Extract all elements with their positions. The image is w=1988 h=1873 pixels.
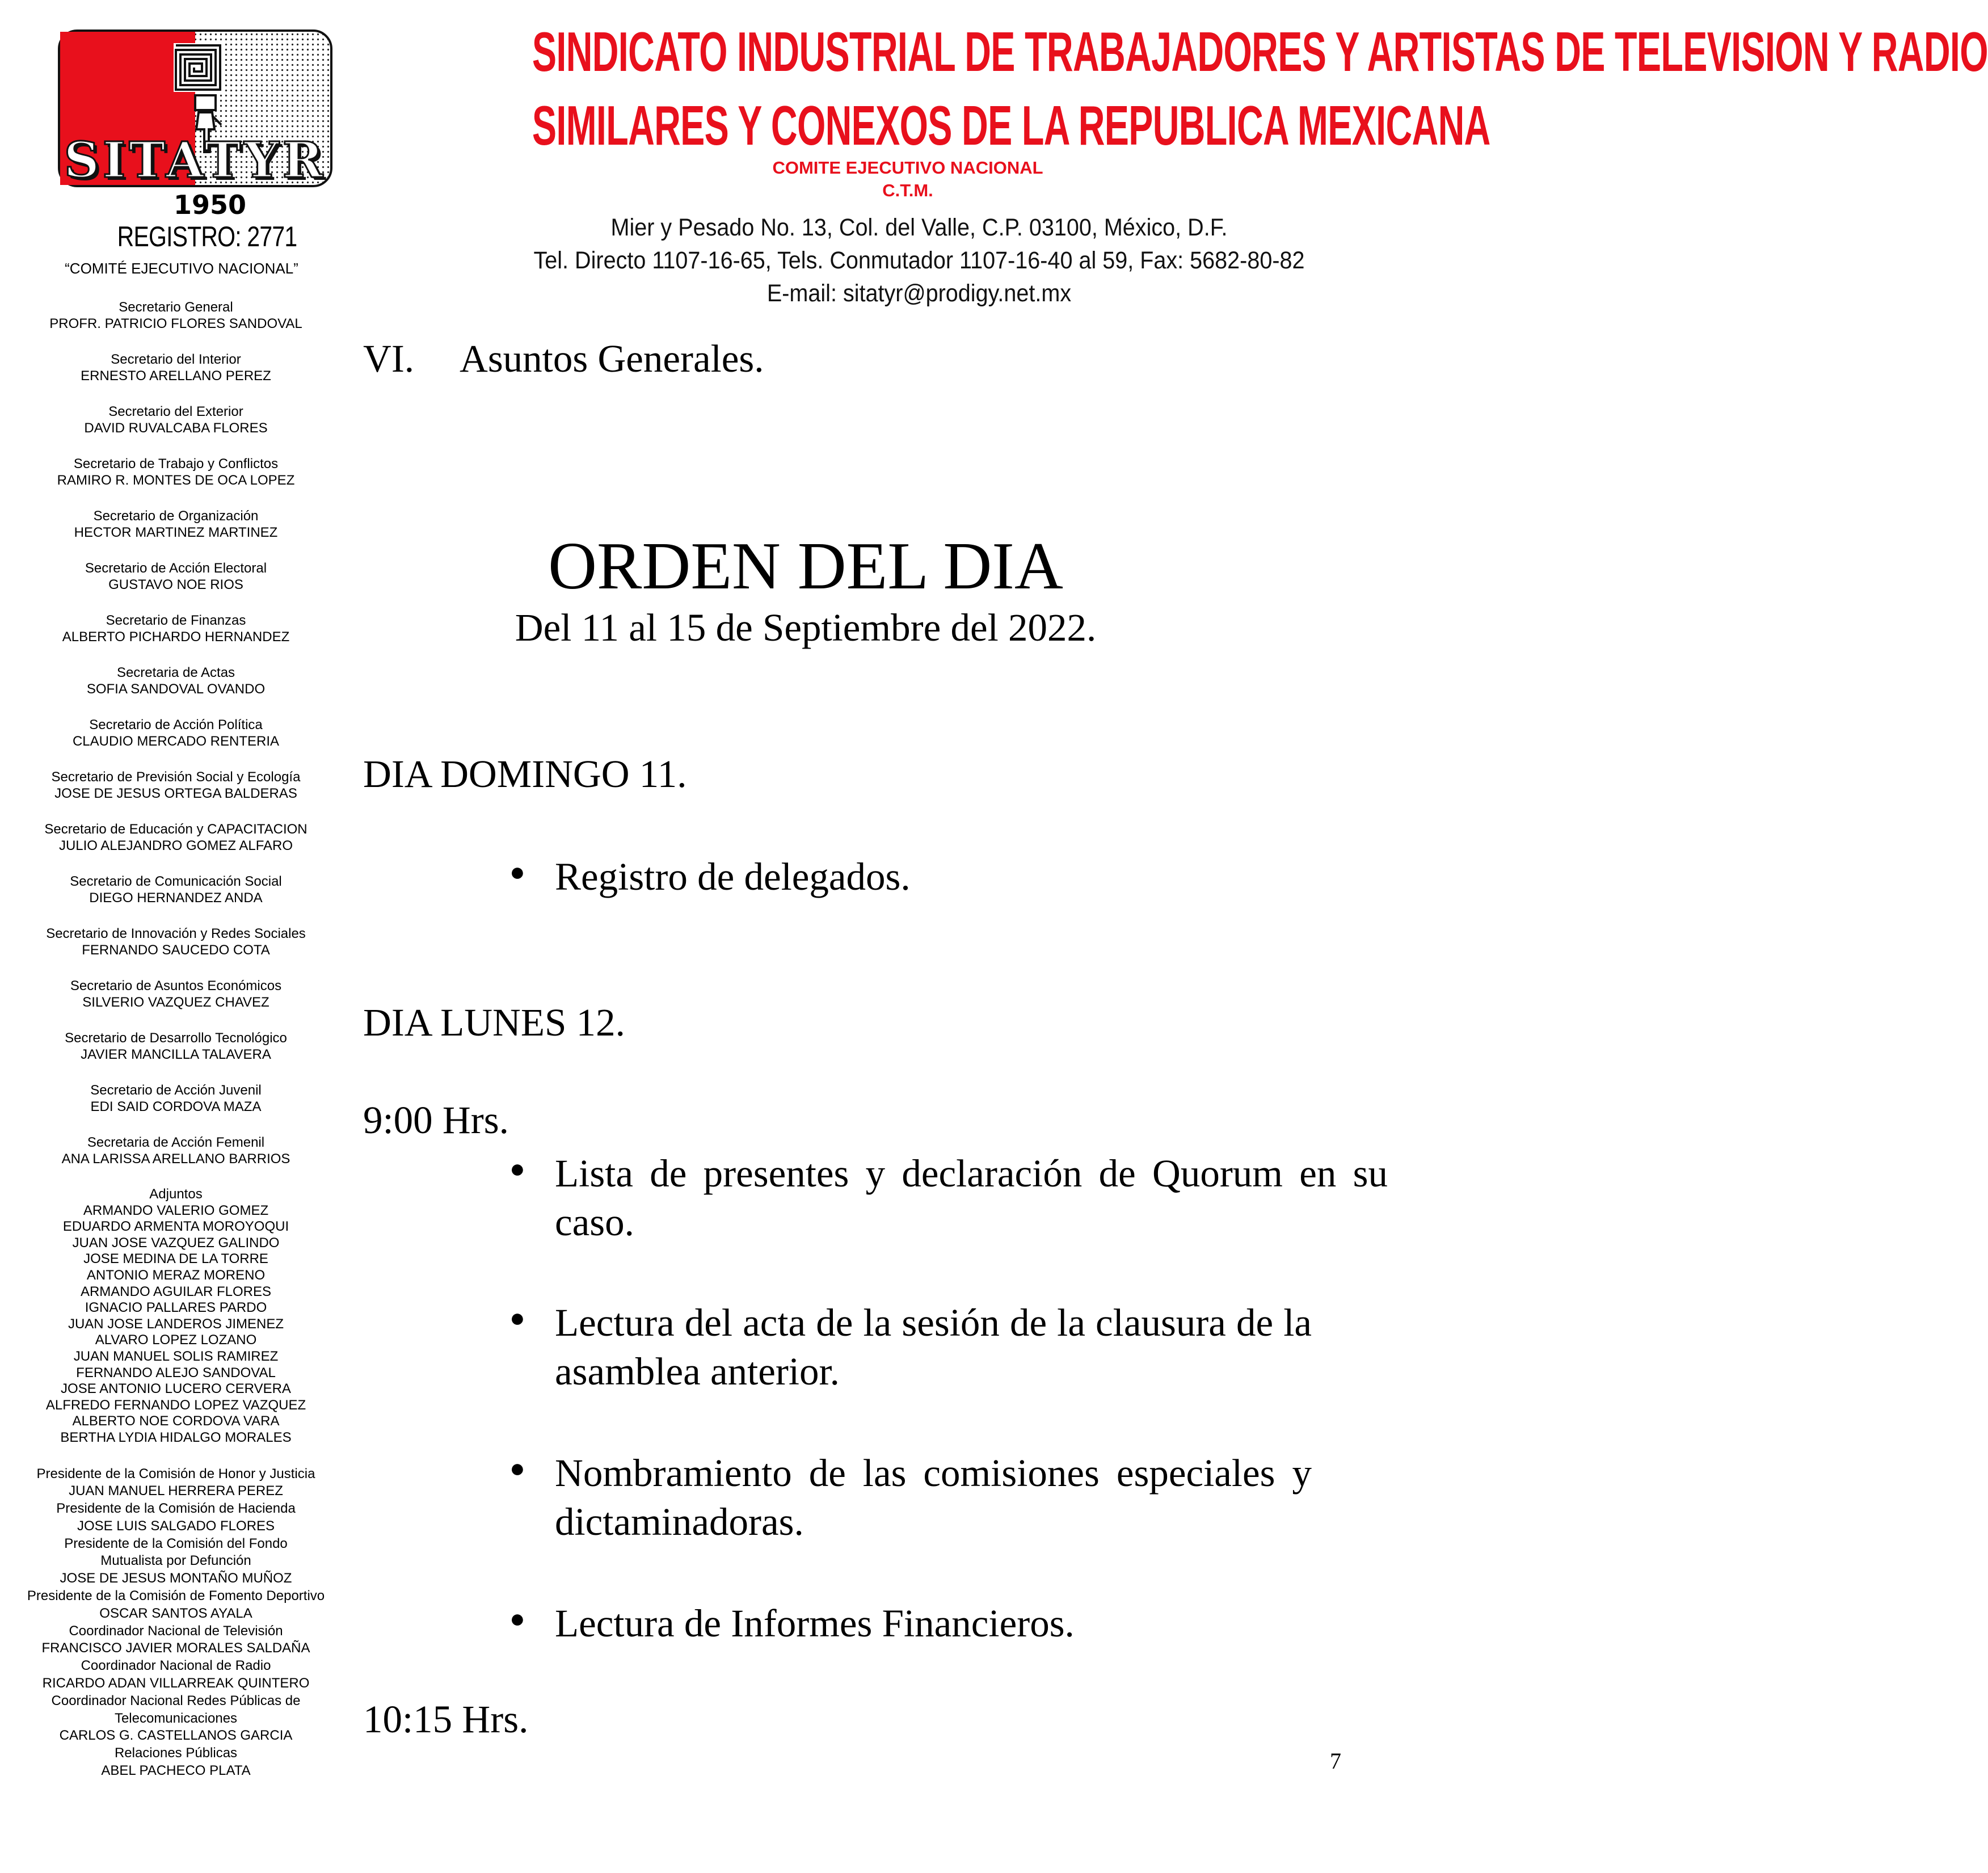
adjunto-name: ALBERTO NOE CORDOVA VARA <box>72 1413 280 1429</box>
section-number: VI. <box>363 337 415 380</box>
commission-line: JOSE LUIS SALGADO FLORES <box>77 1518 275 1534</box>
commission-line: RICARDO ADAN VILLARREAK QUINTERO <box>42 1676 310 1691</box>
officer-name: DIEGO HERNANDEZ ANDA <box>89 890 263 906</box>
union-name-line2: SIMILARES Y CONEXOS DE LA REPUBLICA MEXICANA <box>532 94 1490 157</box>
officer-title: Secretario del Interior <box>111 352 241 367</box>
bullet-icon: ● <box>509 1604 525 1633</box>
bullet-icon: ● <box>509 857 525 886</box>
officer-entry <box>0 508 352 541</box>
officer-entry <box>0 1134 352 1167</box>
officer-title: Secretario de Trabajo y Conflictos <box>73 456 279 472</box>
commission-line: CARLOS G. CASTELLANOS GARCIA <box>59 1728 293 1744</box>
officer-name: SILVERIO VAZQUEZ CHAVEZ <box>82 995 269 1010</box>
agenda-item-text: Lectura del acta de la sesión de la clausura de la asamblea anterior. <box>555 1301 1312 1393</box>
commission-line: Mutualista por Defunción <box>100 1553 251 1569</box>
officer-entry <box>0 873 352 906</box>
officer-name: ALBERTO PICHARDO HERNANDEZ <box>62 629 290 645</box>
officer-title: Secretario de Finanzas <box>106 613 246 628</box>
officer-name: ERNESTO ARELLANO PEREZ <box>81 368 271 384</box>
officer-name: GUSTAVO NOE RIOS <box>108 577 243 592</box>
officer-name: JULIO ALEJANDRO GOMEZ ALFARO <box>58 838 293 853</box>
commission-line: Coordinador Nacional de Televisión <box>69 1623 283 1639</box>
sitatyr-logo <box>58 30 332 187</box>
agenda-item-text: Nombramiento de las comisiones especiales y dictaminadoras. <box>555 1451 1312 1543</box>
agenda-dates: Del 11 al 15 de Septiembre del 2022. <box>515 606 1097 649</box>
officer-entry <box>0 821 352 854</box>
officer-title: Secretario de Organización <box>93 508 259 524</box>
officer-title: Secretaria de Actas <box>116 665 235 680</box>
commission-line: Presidente de la Comisión de Fomento Deportivo <box>27 1588 325 1604</box>
officer-entry <box>0 978 352 1011</box>
agenda-title: ORDEN DEL DIA <box>548 528 1063 603</box>
commission-line: Coordinador Nacional de Radio <box>81 1658 271 1674</box>
adjunto-name: JOSE ANTONIO LUCERO CERVERA <box>61 1381 291 1397</box>
ctm-heading: C.T.M. <box>882 180 933 200</box>
comite-label: “COMITÉ EJECUTIVO NACIONAL” <box>65 260 298 277</box>
bullet-icon: ● <box>509 1454 525 1483</box>
adjunto-name: JOSE MEDINA DE LA TORRE <box>83 1251 268 1267</box>
officer-name: FERNANDO SAUCEDO COTA <box>82 942 270 958</box>
officer-title: Secretario General <box>119 300 233 315</box>
commission-line: JOSE DE JESUS MONTAÑO MUÑOZ <box>60 1571 292 1586</box>
time-heading: 10:15 Hrs. <box>363 1698 529 1741</box>
officer-title: Secretario de Educación y CAPACITACION <box>44 822 308 837</box>
officer-entry <box>0 925 352 958</box>
officer-entry <box>0 1030 352 1063</box>
officer-name: CLAUDIO MERCADO RENTERIA <box>72 734 280 749</box>
commission-line: Presidente de la Comisión de Honor y Justicia <box>36 1466 315 1481</box>
committee-sidebar <box>0 299 352 1780</box>
officer-entry <box>0 299 352 332</box>
commission-line: FRANCISCO JAVIER MORALES SALDAÑA <box>41 1640 310 1656</box>
officer-name: JAVIER MANCILLA TALAVERA <box>81 1047 271 1062</box>
agenda-item-text: Registro de delegados. <box>555 855 911 898</box>
commission-line: Relaciones Públicas <box>114 1745 238 1761</box>
phones-line: Tel. Directo 1107-16-65, Tels. Conmutador 1107-16-40 al 59, Fax: 5682-80-82 <box>533 247 1305 274</box>
time-heading: 9:00 Hrs. <box>363 1098 509 1142</box>
adjuntos-list <box>0 1186 352 1446</box>
officer-entry <box>0 456 352 489</box>
bullet-icon: ● <box>509 1154 525 1183</box>
page-number: 7 <box>1330 1748 1341 1774</box>
adjunto-name: ARMANDO VALERIO GOMEZ <box>83 1202 269 1218</box>
adjunto-name: ANTONIO MERAZ MORENO <box>86 1267 266 1283</box>
officer-title: Secretario de Acción Política <box>89 717 263 733</box>
officer-name: RAMIRO R. MONTES DE OCA LOPEZ <box>57 473 295 488</box>
adjunto-name: JUAN MANUEL SOLIS RAMIREZ <box>73 1348 279 1364</box>
section-title: Asuntos Generales. <box>460 337 764 380</box>
officer-title: Secretario de Innovación y Redes Sociales <box>46 926 306 941</box>
spiral-emblem-icon <box>174 43 222 92</box>
officer-entry <box>0 560 352 593</box>
officer-entry <box>0 403 352 436</box>
officer-name: DAVID RUVALCABA FLORES <box>84 420 268 436</box>
adjunto-name: FERNANDO ALEJO SANDOVAL <box>76 1365 276 1380</box>
adjunto-name: ARMANDO AGUILAR FLORES <box>80 1283 272 1299</box>
officer-entry <box>0 1082 352 1115</box>
logo-wordmark: SITATYR <box>64 132 327 189</box>
address-line: Mier y Pesado No. 13, Col. del Valle, C.P. 03100, México, D.F. <box>610 214 1228 241</box>
founding-year: 1950 <box>173 190 247 220</box>
comite-ejecutivo-heading: COMITE EJECUTIVO NACIONAL <box>772 158 1043 178</box>
commission-line: Coordinador Nacional Redes Públicas de <box>51 1693 301 1708</box>
officer-title: Secretario de Acción Electoral <box>85 561 267 576</box>
adjunto-name: ALVARO LOPEZ LOZANO <box>95 1332 257 1348</box>
officer-title: Secretaria de Acción Femenil <box>87 1135 265 1150</box>
officer-title: Secretario del Exterior <box>108 404 243 419</box>
union-name-line1: SINDICATO INDUSTRIAL DE TRABAJADORES Y ARTISTAS DE TELEVISION Y RADIO <box>532 20 1988 83</box>
officer-name: JOSE DE JESUS ORTEGA BALDERAS <box>54 786 297 801</box>
officer-title: Secretario de Acción Juvenil <box>90 1083 262 1098</box>
agenda-item-text: Lista de presentes y declaración de Quorum en su caso. <box>555 1152 1388 1244</box>
commission-line: Presidente de la Comisión de Hacienda <box>56 1501 296 1517</box>
officer-entry <box>0 612 352 645</box>
commission-line: JUAN MANUEL HERRERA PEREZ <box>69 1483 283 1499</box>
email-line: E-mail: sitatyr@prodigy.net.mx <box>766 280 1072 307</box>
officer-name: SOFIA SANDOVAL OVANDO <box>86 681 266 697</box>
adjunto-name: JUAN JOSE LANDEROS JIMENEZ <box>68 1316 284 1332</box>
officer-title: Secretario de Desarrollo Tecnológico <box>65 1030 287 1046</box>
officer-name: HECTOR MARTINEZ MARTINEZ <box>74 525 278 540</box>
contact-info <box>470 211 1368 310</box>
commissions-list <box>0 1466 352 1780</box>
officer-title: Secretario de Previsión Social y Ecología <box>51 769 301 785</box>
officer-entry <box>0 664 352 697</box>
registro-number: REGISTRO: 2771 <box>117 221 297 252</box>
adjunto-name: IGNACIO PALLARES PARDO <box>85 1300 267 1316</box>
day-heading-monday: DIA LUNES 12. <box>363 1001 625 1044</box>
adjunto-name: JUAN JOSE VAZQUEZ GALINDO <box>72 1235 280 1251</box>
adjuntos-title: Adjuntos <box>149 1186 203 1202</box>
officer-entry <box>0 351 352 384</box>
officer-name: PROFR. PATRICIO FLORES SANDOVAL <box>49 316 302 331</box>
agenda-item-text: Lectura de Informes Financieros. <box>555 1602 1075 1645</box>
commission-line: ABEL PACHECO PLATA <box>101 1763 251 1779</box>
adjunto-name: EDUARDO ARMENTA MOROYOQUI <box>62 1219 289 1235</box>
adjunto-name: ALFREDO FERNANDO LOPEZ VAZQUEZ <box>45 1397 306 1413</box>
day-heading-sunday: DIA DOMINGO 11. <box>363 752 687 796</box>
officer-entry <box>0 769 352 802</box>
officer-entry <box>0 717 352 750</box>
commission-line: OSCAR SANTOS AYALA <box>99 1605 252 1621</box>
officer-name: EDI SAID CORDOVA MAZA <box>90 1099 262 1114</box>
officer-title: Secretario de Comunicación Social <box>70 874 282 889</box>
officer-title: Secretario de Asuntos Económicos <box>70 978 282 994</box>
commission-line: Presidente de la Comisión del Fondo <box>64 1535 288 1551</box>
bullet-icon: ● <box>509 1303 525 1332</box>
officer-name: ANA LARISSA ARELLANO BARRIOS <box>61 1151 290 1167</box>
commission-line: Telecomunicaciones <box>114 1710 238 1726</box>
adjunto-name: BERTHA LYDIA HIDALGO MORALES <box>60 1429 292 1445</box>
